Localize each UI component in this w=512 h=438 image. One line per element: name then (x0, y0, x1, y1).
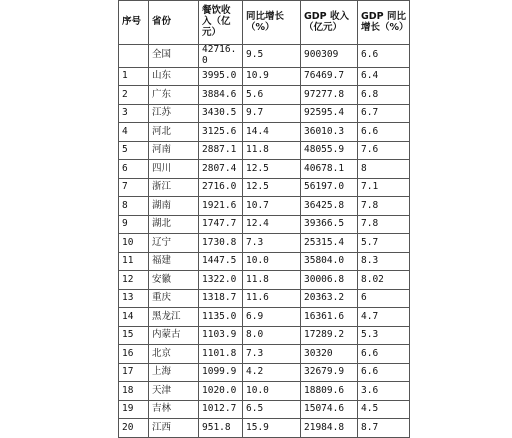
gdp-growth-cell: 3.6 (358, 382, 410, 401)
gdp-cell: 76469.7 (301, 67, 358, 86)
yoy-growth-cell: 12.5 (243, 160, 301, 179)
table-row (119, 289, 410, 308)
gdp-growth-cell: 7.8 (358, 197, 410, 216)
yoy-growth-cell: 14.4 (243, 123, 301, 142)
gdp-cell: 39366.5 (301, 215, 358, 234)
gdp-cell: 92595.4 (301, 104, 358, 123)
province-cell: 吉林 (149, 400, 199, 419)
index-cell: 13 (119, 289, 149, 308)
province-cell: 山东 (149, 67, 199, 86)
catering-revenue-cell: 3430.5 (199, 104, 243, 123)
catering-revenue-cell: 1322.0 (199, 271, 243, 290)
table-body (119, 45, 410, 438)
yoy-growth-cell: 9.5 (243, 45, 301, 68)
gdp-cell: 25315.4 (301, 234, 358, 253)
province-cell: 湖南 (149, 197, 199, 216)
yoy-growth-cell: 7.3 (243, 345, 301, 364)
province-cell: 天津 (149, 382, 199, 401)
yoy-growth-cell: 6.5 (243, 400, 301, 419)
catering-revenue-cell: 3884.6 (199, 86, 243, 105)
index-cell: 15 (119, 326, 149, 345)
yoy-growth-cell: 7.3 (243, 234, 301, 253)
table-row (119, 419, 410, 438)
yoy-growth-cell: 4.2 (243, 363, 301, 382)
table-row (119, 308, 410, 327)
header-row (119, 1, 410, 45)
index-cell: 16 (119, 345, 149, 364)
gdp-growth-cell: 7.1 (358, 178, 410, 197)
yoy-growth-cell: 12.4 (243, 215, 301, 234)
table-row (119, 67, 410, 86)
table-row (119, 160, 410, 179)
province-cell: 湖北 (149, 215, 199, 234)
gdp-growth-cell: 6 (358, 289, 410, 308)
catering-revenue-cell: 1447.5 (199, 252, 243, 271)
table-row (119, 345, 410, 364)
gdp-cell: 56197.0 (301, 178, 358, 197)
gdp-cell: 20363.2 (301, 289, 358, 308)
catering-revenue-cell: 1099.9 (199, 363, 243, 382)
gdp-growth-cell: 8.7 (358, 419, 410, 438)
table-row (119, 197, 410, 216)
catering-revenue-cell: 2716.0 (199, 178, 243, 197)
header-cell-gdp-growth: GDP 同比增长（%） (358, 1, 410, 45)
catering-revenue-cell: 1101.8 (199, 345, 243, 364)
province-cell: 上海 (149, 363, 199, 382)
yoy-growth-cell: 11.8 (243, 271, 301, 290)
gdp-growth-cell: 6.7 (358, 104, 410, 123)
province-cell: 内蒙古 (149, 326, 199, 345)
catering-revenue-cell: 1318.7 (199, 289, 243, 308)
province-cell: 浙江 (149, 178, 199, 197)
index-cell: 18 (119, 382, 149, 401)
index-cell: 2 (119, 86, 149, 105)
gdp-cell: 36010.3 (301, 123, 358, 142)
province-cell: 安徽 (149, 271, 199, 290)
index-cell: 14 (119, 308, 149, 327)
yoy-growth-cell: 10.9 (243, 67, 301, 86)
index-cell: 5 (119, 141, 149, 160)
index-cell: 12 (119, 271, 149, 290)
table-row (119, 141, 410, 160)
gdp-cell: 32679.9 (301, 363, 358, 382)
catering-revenue-cell: 1747.7 (199, 215, 243, 234)
catering-revenue-cell: 1103.9 (199, 326, 243, 345)
index-cell: 11 (119, 252, 149, 271)
gdp-growth-cell: 6.6 (358, 123, 410, 142)
header-cell-yoy-growth: 同比增长（%） (243, 1, 301, 45)
table-row (119, 86, 410, 105)
table-row (119, 123, 410, 142)
yoy-growth-cell: 10.0 (243, 382, 301, 401)
province-cell: 北京 (149, 345, 199, 364)
province-cell: 江苏 (149, 104, 199, 123)
gdp-cell: 30006.8 (301, 271, 358, 290)
yoy-growth-cell: 8.0 (243, 326, 301, 345)
index-cell: 6 (119, 160, 149, 179)
table-row (119, 178, 410, 197)
gdp-cell: 15074.6 (301, 400, 358, 419)
gdp-cell: 900309 (301, 45, 358, 68)
gdp-growth-cell: 5.3 (358, 326, 410, 345)
gdp-cell: 40678.1 (301, 160, 358, 179)
table-row (119, 363, 410, 382)
province-cell: 河北 (149, 123, 199, 142)
table-row (119, 382, 410, 401)
catering-revenue-cell: 2887.1 (199, 141, 243, 160)
index-cell: 3 (119, 104, 149, 123)
gdp-cell: 18809.6 (301, 382, 358, 401)
gdp-cell: 21984.8 (301, 419, 358, 438)
index-cell: 4 (119, 123, 149, 142)
yoy-growth-cell: 15.9 (243, 419, 301, 438)
yoy-growth-cell: 10.7 (243, 197, 301, 216)
yoy-growth-cell: 11.6 (243, 289, 301, 308)
index-cell: 9 (119, 215, 149, 234)
header-cell-index: 序号 (119, 1, 149, 45)
gdp-growth-cell: 8.3 (358, 252, 410, 271)
index-cell: 20 (119, 419, 149, 438)
province-cell: 广东 (149, 86, 199, 105)
province-cell: 福建 (149, 252, 199, 271)
catering-revenue-cell: 1020.0 (199, 382, 243, 401)
gdp-cell: 97277.8 (301, 86, 358, 105)
province-cell: 河南 (149, 141, 199, 160)
province-cell: 辽宁 (149, 234, 199, 253)
gdp-cell: 36425.8 (301, 197, 358, 216)
gdp-growth-cell: 6.8 (358, 86, 410, 105)
gdp-growth-cell: 6.6 (358, 45, 410, 68)
gdp-growth-cell: 4.5 (358, 400, 410, 419)
table-row (119, 271, 410, 290)
catering-revenue-cell: 1135.0 (199, 308, 243, 327)
gdp-growth-cell: 8.02 (358, 271, 410, 290)
index-cell: 17 (119, 363, 149, 382)
index-cell (119, 45, 149, 68)
province-cell: 四川 (149, 160, 199, 179)
yoy-growth-cell: 6.9 (243, 308, 301, 327)
gdp-cell: 30320 (301, 345, 358, 364)
gdp-growth-cell: 6.6 (358, 345, 410, 364)
gdp-growth-cell: 6.6 (358, 363, 410, 382)
data-table (118, 0, 410, 438)
table-row (119, 45, 410, 68)
gdp-cell: 16361.6 (301, 308, 358, 327)
gdp-growth-cell: 6.4 (358, 67, 410, 86)
table-row (119, 400, 410, 419)
catering-revenue-cell: 2807.4 (199, 160, 243, 179)
table-row (119, 234, 410, 253)
catering-revenue-cell: 42716.0 (199, 45, 243, 68)
gdp-cell: 17289.2 (301, 326, 358, 345)
header-cell-gdp: GDP 收入（亿元） (301, 1, 358, 45)
yoy-growth-cell: 9.7 (243, 104, 301, 123)
catering-revenue-cell: 1921.6 (199, 197, 243, 216)
index-cell: 1 (119, 67, 149, 86)
table-row (119, 215, 410, 234)
index-cell: 10 (119, 234, 149, 253)
header-cell-province: 省份 (149, 1, 199, 45)
province-cell: 江西 (149, 419, 199, 438)
gdp-growth-cell: 5.7 (358, 234, 410, 253)
yoy-growth-cell: 5.6 (243, 86, 301, 105)
province-cell: 全国 (149, 45, 199, 68)
index-cell: 7 (119, 178, 149, 197)
gdp-growth-cell: 4.7 (358, 308, 410, 327)
gdp-growth-cell: 7.6 (358, 141, 410, 160)
gdp-growth-cell: 8 (358, 160, 410, 179)
yoy-growth-cell: 12.5 (243, 178, 301, 197)
gdp-cell: 35804.0 (301, 252, 358, 271)
table-row (119, 104, 410, 123)
yoy-growth-cell: 10.0 (243, 252, 301, 271)
catering-revenue-cell: 3995.0 (199, 67, 243, 86)
gdp-cell: 48055.9 (301, 141, 358, 160)
index-cell: 8 (119, 197, 149, 216)
table-row (119, 252, 410, 271)
table-header (119, 1, 410, 45)
index-cell: 19 (119, 400, 149, 419)
catering-revenue-cell: 1730.8 (199, 234, 243, 253)
table-row (119, 326, 410, 345)
province-cell: 重庆 (149, 289, 199, 308)
yoy-growth-cell: 11.8 (243, 141, 301, 160)
header-cell-catering-revenue: 餐饮收入（亿元） (199, 1, 243, 45)
gdp-growth-cell: 7.8 (358, 215, 410, 234)
catering-revenue-cell: 951.8 (199, 419, 243, 438)
catering-revenue-cell: 3125.6 (199, 123, 243, 142)
catering-revenue-cell: 1012.7 (199, 400, 243, 419)
province-cell: 黑龙江 (149, 308, 199, 327)
